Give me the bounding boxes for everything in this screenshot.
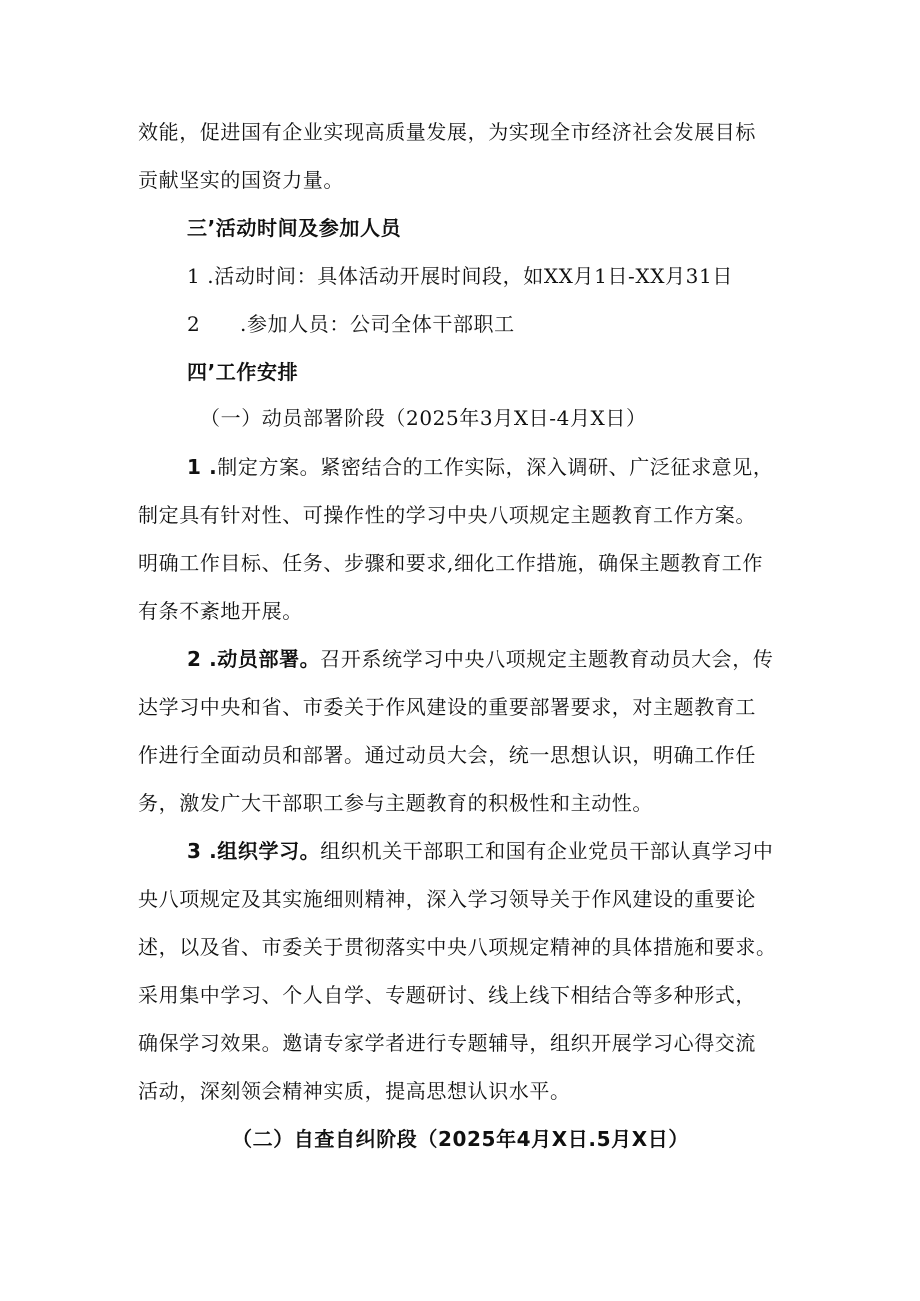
intro-line-1: 效能，促进国有企业实现高质量发展，为实现全市经济社会发展目标: [138, 120, 756, 144]
section-3-item-2-number: 2: [187, 312, 201, 336]
intro-line-2: 贡献坚实的国资力量。: [138, 168, 344, 192]
phase-1-paragraph-2-line-1: [187, 645, 773, 673]
phase-1-paragraph-3-line-2: 央八项规定及其实施细则精神，深入学习领导关于作风建设的重要论: [138, 887, 756, 911]
phase-1-paragraph-1-line-3: 明确工作目标、任务、步骤和要求,细化工作措施，确保主题教育工作: [138, 551, 763, 575]
paragraph-1-text: 制定方案。紧密结合的工作实际，深入调研、广泛征求意见，: [217, 455, 774, 479]
paragraph-2-text: 召开系统学习中央八项规定主题教育动员大会，传: [320, 647, 774, 671]
phase-2-heading: （二）自查自纠阶段（2025年4月X日.5月X日）: [232, 1127, 689, 1151]
section-3-item-2: .参加人员：公司全体干部职工: [240, 312, 515, 336]
section-3-item-1: 1 .活动时间：具体活动开展时间段，如XX月1日-XX月31日: [187, 264, 733, 288]
section-3-heading: 三’活动时间及参加人员: [187, 216, 402, 240]
phase-1-paragraph-3-line-3: 述，以及省、市委关于贯彻落实中央八项规定精神的具体措施和要求。: [138, 935, 777, 959]
paragraph-1-number: 1 .: [187, 455, 218, 479]
phase-1-paragraph-3-line-4: 采用集中学习、个人自学、专题研讨、线上线下相结合等多种形式，: [138, 983, 756, 1007]
phase-1-paragraph-3-line-6: 活动，深刻领会精神实质，提高思想认识水平。: [138, 1079, 571, 1103]
phase-1-paragraph-1-line-1: [187, 453, 773, 481]
phase-1-paragraph-3-line-1: [187, 837, 773, 865]
paragraph-2-lead: 2 .动员部署。: [187, 647, 321, 671]
phase-1-paragraph-2-line-4: 务，激发广大干部职工参与主题教育的积极性和主动性。: [138, 791, 653, 815]
phase-1-paragraph-1-line-4: 有条不紊地开展。: [138, 599, 303, 623]
phase-1-paragraph-2-line-3: 作进行全面动员和部署。通过动员大会，统一思想认识，明确工作任: [138, 743, 756, 767]
paragraph-3-text: 组织机关干部职工和国有企业党员干部认真学习中: [320, 839, 774, 863]
paragraph-3-lead: 3 .组织学习。: [187, 839, 321, 863]
phase-1-paragraph-3-line-5: 确保学习效果。邀请专家学者进行专题辅导，组织开展学习心得交流: [138, 1031, 756, 1055]
phase-1-paragraph-1-line-2: 制定具有针对性、可操作性的学习中央八项规定主题教育工作方案。: [138, 503, 756, 527]
section-4-heading: 四’工作安排: [187, 360, 299, 384]
phase-1-paragraph-2-line-2: 达学习中央和省、市委关于作风建设的重要部署要求，对主题教育工: [138, 695, 756, 719]
phase-1-heading: （一）动员部署阶段（2025年3月X日-4月X日）: [200, 406, 647, 430]
